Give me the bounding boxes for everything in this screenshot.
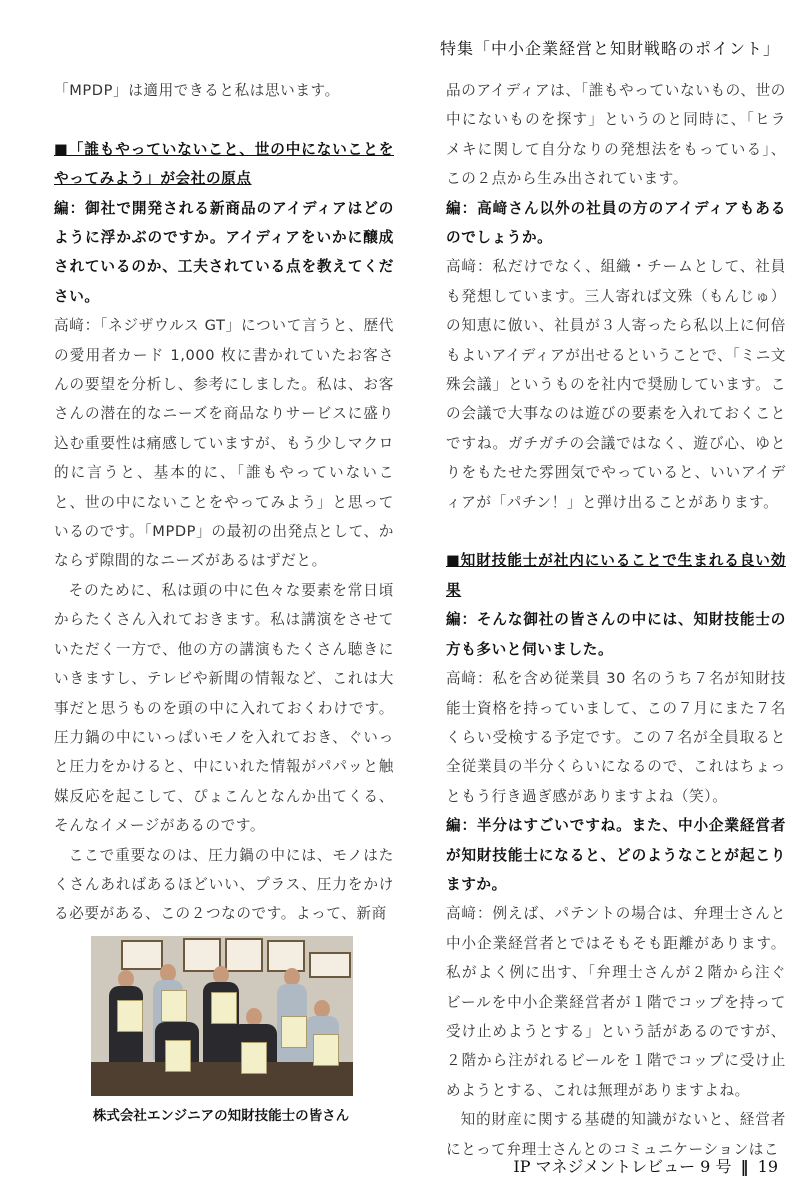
certificate — [117, 1000, 143, 1032]
interviewee-answer: 高﨑：「ネジザウルス GT」について言うと、歴代の愛用者カード 1,000 枚に書かれていたお客さんの要望を分析し、参考にしました。私は、お客さんの潜在的なニーズを商品なりサービスに盛り込む重要性は痛感していますが、もう少しマクロ的に言うと、基本的に、「誰もやっていないこと、世の中にないことをやってみよう」と思っているのです。「MPDP」の最初の出発点として、かならず隙間的なニーズがあるはずだと。 — [54, 317, 394, 570]
footer-separator: ‖ — [740, 1157, 749, 1176]
page-number: 19 — [757, 1157, 778, 1176]
certificate — [281, 1016, 307, 1048]
right-column — [446, 76, 786, 1164]
spacer — [54, 105, 394, 134]
group-photo — [91, 936, 353, 1096]
paragraph: 品のアイディアは、「誰もやっていないもの、世の中にないものを探す」というのと同時に、「ヒラメキに関して自分なりの発想法をもっている」、この２点から生み出されています。 — [446, 82, 786, 188]
paragraph: そのために、私は頭の中に色々な要素を常日頃からたくさん入れておきます。私は講演をさせていただく一方で、他の方の講演もたくさん聴きにいきますし、テレビや新聞の情報など、これは大事だと思うものを頭の中に入れておくわけです。圧力鍋の中にいっぱいモノを入れておき、ぐいっと圧力をかけると、中にいれた情報がパパッと触媒反応を起こして、ぴょこんとなんか出てくる、そんなイメージがあるのです。 — [54, 581, 394, 835]
page-footer — [513, 1154, 778, 1177]
section-heading: ■「誰もやっていないこと、世の中にないことをやってみよう」が会社の原点 — [54, 140, 394, 188]
paragraph: 「MPDP」は適用できると私は思います。 — [54, 82, 340, 99]
certificate — [313, 1034, 339, 1066]
certificate — [161, 990, 187, 1022]
paragraph: ここで重要なのは、圧力鍋の中には、モノはたくさんあればあるほどいい、プラス、圧力をかける必要がある、この２つなのです。よって、新商 — [54, 846, 394, 923]
interviewer-question: 編：そんな御社の皆さんの中には、知財技能士の方も多いと伺いました。 — [446, 611, 786, 658]
running-header: 特集「中小企業経営と知財戦略のポイント」 — [439, 39, 780, 58]
interviewee-answer: 高﨑：私を含め従業員 30 名のうち７名が知財技能士資格を持っていまして、この７月にまた７名くらい受検する予定です。この７名が全員取ると全従業員の半分くらいになるので、これはちょっともう行き過ぎ感がありますよね（笑）。 — [446, 670, 786, 805]
spacer — [446, 517, 786, 546]
certificate — [211, 992, 237, 1024]
issue-number: 9 号 — [700, 1157, 732, 1176]
table — [91, 1062, 353, 1096]
photo-caption: 株式会社エンジニアの知財技能士の皆さん — [92, 1108, 350, 1124]
interviewer-question: 編：半分はすごいですね。また、中小企業経営者が知財技能士になると、どのようなことが起こりますか。 — [446, 817, 786, 893]
interviewee-answer: 高﨑：私だけでなく、組織・チームとして、社員も発想しています。三人寄れば文殊（もんじゅ）の知恵に倣い、社員が３人寄ったら私以上に何倍もよいアイディアが出せるということで、「ミニ文殊会議」というものを社内で奨励しています。この会議で大事なのは遊びの要素を入れておくことですね。ガチガチの会議ではなく、遊び心、ゆとりをもたせた雰囲気でやっていると、いいアイディアが「パチン！」と弾け出ることがあります。 — [446, 258, 786, 511]
interviewee-answer: 高﨑：例えば、パテントの場合は、弁理士さんと中小企業経営者とではそもそも距離があります。私がよく例に出す、「弁理士さんが２階から注ぐビールを中小企業経営者が１階でコップを持って受け止めようとする」という話があるのですが、２階から注がれるビールを１階でコップに受け止めようとする、これは無理がありますよね。 — [446, 905, 786, 1099]
certificate — [241, 1042, 267, 1074]
wall-frame — [309, 952, 351, 978]
section-heading: ■知財技能士が社内にいることで生まれる良い効果 — [446, 552, 786, 599]
paragraph: 知的財産に関する基礎的知識がないと、経営者にとって弁理士さんとのコミュニケーションはこ — [446, 1111, 786, 1158]
certificate — [165, 1040, 191, 1072]
left-column — [54, 76, 394, 929]
magazine-name: IP マネジメントレビュー — [513, 1157, 696, 1176]
interviewer-question: 編：御社で開発される新商品のアイディアはどのように浮かぶのですか。アイディアをいかに醸成されているのか、工夫されている点を教えてください。 — [54, 199, 394, 305]
interviewer-question: 編：高﨑さん以外の社員の方のアイディアもあるのでしょうか。 — [446, 199, 786, 247]
